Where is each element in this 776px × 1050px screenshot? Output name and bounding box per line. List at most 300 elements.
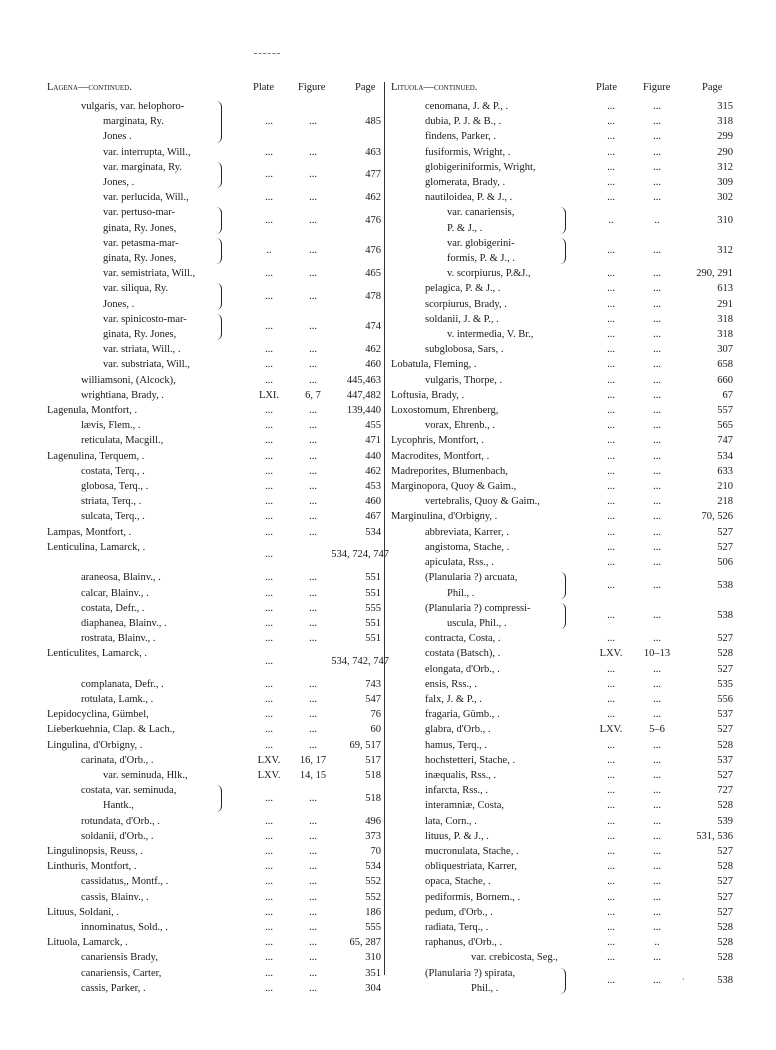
entry-page: 471	[365, 435, 381, 447]
entry-page: 218	[717, 496, 733, 508]
entry-page: 557	[717, 405, 733, 417]
entry-figure: ...	[653, 610, 661, 622]
entry-page: 538	[717, 975, 733, 987]
entry-plate: ...	[607, 496, 615, 508]
entry-plate: ...	[265, 526, 273, 538]
entry-page: 528	[717, 648, 733, 660]
index-entry	[47, 570, 381, 585]
entry-figure: ...	[309, 291, 317, 303]
entry-page: 534	[365, 861, 381, 873]
entry-line: ginata, Ry. Jones,	[103, 253, 177, 265]
entry-plate: ...	[265, 268, 273, 280]
entry-figure: ...	[653, 496, 661, 508]
entry-plate: ...	[265, 739, 273, 751]
brace-mark	[559, 603, 566, 629]
entry-line: vorax, Ehrenb., .	[425, 420, 495, 432]
entry-figure: ...	[309, 693, 317, 705]
entry-page: 527	[717, 526, 733, 538]
entry-figure: ...	[653, 769, 661, 781]
entry-plate: ...	[265, 587, 273, 599]
entry-figure: ...	[653, 633, 661, 645]
entry-line: formis, P. & J., .	[447, 253, 515, 265]
entry-page: 467	[365, 511, 381, 523]
entry-page: 539	[717, 815, 733, 827]
entry-page: 302	[717, 192, 733, 204]
entry-plate: ...	[607, 131, 615, 143]
left-col-page: Page	[355, 82, 376, 93]
index-entry	[47, 905, 381, 920]
entry-figure: 6, 7	[305, 389, 321, 401]
entry-plate: ...	[265, 450, 273, 462]
entry-plate: ...	[607, 906, 615, 918]
entry-page: 476	[365, 215, 381, 227]
entry-plate: ...	[265, 549, 273, 561]
entry-line: falx, J. & P., .	[425, 693, 482, 705]
entry-line: nautiloidea, P. & J., .	[425, 192, 513, 204]
index-entry	[391, 738, 733, 753]
entry-plate: ...	[607, 876, 615, 888]
entry-plate: LXV.	[257, 754, 281, 766]
index-entry	[47, 692, 381, 707]
entry-page: 555	[365, 921, 381, 933]
entry-plate: ...	[265, 891, 273, 903]
entry-page: 312	[717, 245, 733, 257]
entry-line: var. siliqua, Ry.	[103, 283, 169, 295]
entry-line: (Planularia ?) spirata,	[425, 967, 516, 979]
entry-line: lata, Corn., .	[425, 815, 477, 827]
entry-figure: ...	[309, 830, 317, 842]
index-entry	[391, 190, 733, 205]
entry-plate: ...	[265, 655, 273, 667]
entry-line: raphanus, d'Orb., .	[425, 937, 503, 949]
entry-plate: ...	[607, 298, 615, 310]
entry-plate: ...	[265, 465, 273, 477]
entry-plate: ...	[265, 481, 273, 493]
entry-page: 528	[717, 739, 733, 751]
entry-page: 534, 724, 747	[331, 549, 389, 561]
entry-plate: ...	[607, 678, 615, 690]
entry-figure: ...	[653, 845, 661, 857]
index-entry	[391, 373, 733, 388]
entry-page: 547	[365, 693, 381, 705]
index-entry	[47, 479, 381, 494]
entry-line: sulcata, Terq., .	[81, 511, 145, 523]
entry-figure: ...	[653, 739, 661, 751]
entry-plate: ...	[265, 572, 273, 584]
entry-page: 447,482	[346, 389, 381, 401]
entry-plate: ...	[607, 192, 615, 204]
entry-line: pelagica, P. & J., .	[425, 283, 501, 295]
entry-page: 535	[717, 678, 733, 690]
entry-figure: ...	[653, 526, 661, 538]
entry-line: scorpiurus, Brady, .	[425, 298, 507, 310]
entry-line: Lycophris, Montfort, .	[391, 435, 485, 447]
entry-line: canariensis, Carter,	[81, 967, 162, 979]
index-entry	[391, 297, 733, 312]
entry-line: costata, Terq., .	[81, 465, 145, 477]
entry-figure: ...	[309, 921, 317, 933]
entry-figure: ...	[309, 891, 317, 903]
entry-page: 453	[365, 481, 381, 493]
entry-figure: ...	[653, 557, 661, 569]
entry-line: ensis, Rss., .	[425, 678, 477, 690]
entry-line: (Planularia ?) compressi-	[425, 602, 531, 614]
entry-figure: ...	[309, 192, 317, 204]
entry-plate: ...	[607, 815, 615, 827]
entry-line: Lituus, Soldani, .	[47, 906, 120, 918]
entry-figure: ...	[309, 982, 317, 994]
entry-line: lituus, P. & J., .	[425, 830, 489, 842]
entry-plate: ...	[607, 101, 615, 112]
index-entry	[47, 890, 381, 905]
entry-figure: 14, 15	[299, 769, 327, 781]
entry-line: Lituola, Lamarck, .	[47, 937, 128, 949]
entry-page: 538	[717, 579, 733, 591]
brace-mark	[559, 238, 566, 264]
entry-line: carinata, d'Orb., .	[81, 754, 154, 766]
entry-plate: ...	[607, 405, 615, 417]
entry-plate: ...	[265, 116, 273, 128]
entry-line: var. marginata, Ry.	[103, 161, 182, 173]
index-entry	[47, 449, 381, 464]
index-entry	[391, 601, 733, 631]
entry-page: 477	[365, 169, 381, 181]
entry-plate: ...	[265, 982, 273, 994]
entry-figure: ...	[653, 389, 661, 401]
entry-page: 528	[717, 921, 733, 933]
entry-plate: ...	[607, 526, 615, 538]
entry-line: apiculata, Rss., .	[425, 557, 494, 569]
entry-figure: ...	[653, 465, 661, 477]
index-entry	[47, 722, 381, 737]
entry-line: Madreporites, Blumenbach,	[391, 465, 508, 477]
entry-page: 527	[717, 663, 733, 675]
left-entries	[47, 99, 389, 996]
index-entry	[47, 966, 381, 981]
entry-figure: ...	[309, 967, 317, 979]
entry-page: 565	[717, 420, 733, 432]
entry-line: P. & J., .	[447, 222, 483, 234]
entry-plate: ...	[607, 891, 615, 903]
left-running-title: Lagena—continued.	[47, 82, 132, 93]
entry-figure: ...	[309, 268, 317, 280]
entry-line: hochstetteri, Stache, .	[425, 754, 516, 766]
entry-plate: ...	[607, 389, 615, 401]
entry-page: 531, 536	[696, 830, 733, 842]
index-entry	[47, 373, 381, 388]
entry-line: araneosa, Blainv., .	[81, 572, 161, 584]
entry-figure: ...	[309, 450, 317, 462]
entry-figure: ...	[653, 709, 661, 721]
entry-page: 351	[365, 967, 381, 979]
entry-plate: ...	[265, 678, 273, 690]
entry-line: vertebralis, Quoy & Gaim.,	[425, 496, 540, 508]
entry-plate: ...	[265, 359, 273, 371]
entry-page: 613	[717, 283, 733, 295]
index-entry	[47, 281, 381, 311]
entry-plate: ...	[265, 321, 273, 333]
entry-page: 310	[365, 952, 381, 964]
entry-line: inæqualis, Rss., .	[425, 769, 497, 781]
entry-plate: ...	[607, 420, 615, 432]
entry-figure: ...	[653, 830, 661, 842]
entry-figure: ...	[653, 405, 661, 417]
entry-page: 460	[365, 496, 381, 508]
entry-page: 496	[365, 815, 381, 827]
entry-page: 291	[717, 298, 733, 310]
index-entry	[391, 920, 733, 935]
entry-page: 556	[717, 693, 733, 705]
entry-line: diaphanea, Blainv., .	[81, 617, 167, 629]
entry-line: pedum, d'Orb., .	[425, 906, 493, 918]
entry-figure: ...	[653, 800, 661, 812]
entry-page: 528	[717, 800, 733, 812]
index-entry	[391, 677, 733, 692]
entry-figure: ...	[653, 876, 661, 888]
entry-plate: ...	[607, 663, 615, 675]
index-entry	[391, 509, 733, 524]
brace-mark	[559, 207, 566, 233]
entry-figure: ...	[309, 724, 317, 736]
entry-figure: 5–6	[649, 724, 665, 736]
entry-plate: ...	[265, 435, 273, 447]
entry-plate: ...	[607, 845, 615, 857]
entry-page: 318	[717, 116, 733, 128]
index-entry	[47, 753, 381, 768]
entry-plate: ...	[607, 313, 615, 325]
entry-figure: ...	[653, 116, 661, 128]
entry-page: 67	[722, 389, 733, 401]
entry-page: 527	[717, 906, 733, 918]
index-entry	[391, 418, 733, 433]
entry-line: complanata, Defr., .	[81, 678, 164, 690]
entry-page: 69, 517	[349, 739, 381, 751]
entry-line: var. seminuda, Hlk.,	[103, 769, 188, 781]
index-entry	[47, 205, 381, 235]
entry-figure: ...	[309, 861, 317, 873]
entry-page: 527	[717, 845, 733, 857]
entry-line: Lagenulina, Terquem, .	[47, 450, 145, 462]
entry-page: 527	[717, 541, 733, 553]
entry-line: radiata, Terq., .	[425, 921, 489, 933]
entry-page: 527	[717, 724, 733, 736]
entry-page: 309	[717, 177, 733, 189]
entry-line: var. substriata, Will.,	[103, 359, 190, 371]
entry-line: var. interrupta, Will.,	[103, 146, 191, 158]
index-entry	[391, 175, 733, 190]
entry-figure: ...	[309, 496, 317, 508]
entry-plate: ...	[265, 876, 273, 888]
index-entry	[391, 646, 733, 661]
index-entry	[47, 342, 381, 357]
entry-page: 210	[717, 481, 733, 493]
entry-page: 65, 287	[349, 937, 381, 949]
right-header	[391, 82, 733, 99]
entry-line: var. striata, Will., .	[103, 344, 181, 356]
index-entry	[47, 236, 381, 266]
entry-plate: ...	[607, 579, 615, 591]
entry-plate: ...	[607, 511, 615, 523]
entry-page: 551	[365, 572, 381, 584]
entry-figure: ...	[309, 709, 317, 721]
entry-figure: ...	[653, 906, 661, 918]
top-rule-mark	[254, 53, 280, 54]
entry-page: 552	[365, 876, 381, 888]
index-entry	[47, 160, 381, 190]
entry-page: 537	[717, 754, 733, 766]
brace-mark	[215, 207, 222, 233]
entry-page: 633	[717, 465, 733, 477]
entry-plate: ...	[607, 374, 615, 386]
index-entry	[391, 662, 733, 677]
entry-page: 445,463	[346, 374, 381, 386]
index-entry	[391, 327, 733, 342]
brace-mark	[215, 314, 222, 340]
entry-line: Phil., .	[471, 982, 499, 994]
entry-figure: ...	[309, 420, 317, 432]
entry-plate: ...	[607, 177, 615, 189]
entry-plate: ...	[607, 283, 615, 295]
entry-line: globosa, Terq., .	[81, 481, 149, 493]
entry-plate: ...	[607, 800, 615, 812]
entry-line: v. intermedia, V. Br.,	[447, 329, 534, 341]
entry-line: obliquestriata, Karrer,	[425, 861, 517, 873]
index-entry	[391, 205, 733, 235]
entry-figure: ...	[653, 975, 661, 987]
entry-figure: ...	[309, 359, 317, 371]
entry-plate: LXI.	[258, 389, 280, 401]
entry-figure: ...	[653, 101, 661, 112]
index-entry	[47, 814, 381, 829]
index-entry	[391, 114, 733, 129]
entry-page: 527	[717, 876, 733, 888]
entry-line: var. spinicosto-mar-	[103, 313, 187, 325]
entry-figure: ...	[653, 359, 661, 371]
entry-figure: ...	[309, 146, 317, 158]
entry-page: 555	[365, 602, 381, 614]
entry-figure: ...	[653, 678, 661, 690]
entry-figure: ...	[653, 298, 661, 310]
index-entry	[47, 707, 381, 722]
entry-line: Phil., .	[447, 587, 475, 599]
entry-plate: ...	[265, 792, 273, 804]
entry-plate: ...	[265, 906, 273, 918]
entry-figure: ...	[653, 329, 661, 341]
index-entry	[391, 266, 733, 281]
entry-line: Lingulinopsis, Reuss, .	[47, 845, 143, 857]
entry-figure: ...	[653, 891, 661, 903]
entry-plate: ...	[265, 420, 273, 432]
entry-page: 527	[717, 891, 733, 903]
entry-line: wrightiana, Brady, .	[81, 389, 165, 401]
index-entry	[47, 525, 381, 540]
entry-plate: ...	[265, 146, 273, 158]
index-entry	[391, 753, 733, 768]
entry-page: 139,440	[346, 405, 381, 417]
entry-page: 658	[717, 359, 733, 371]
index-entry	[391, 312, 733, 327]
index-entry	[47, 145, 381, 160]
entry-line: Hantk.,	[103, 800, 134, 812]
entry-figure: ...	[653, 131, 661, 143]
index-entry	[47, 388, 381, 403]
entry-page: 551	[365, 617, 381, 629]
entry-line: rotulata, Lamk., .	[81, 693, 154, 705]
entry-figure: ...	[309, 792, 317, 804]
entry-page: 534, 742, 747	[331, 655, 389, 667]
right-col-page: Page	[702, 82, 723, 93]
entry-page: 76	[370, 709, 381, 721]
index-entry	[391, 859, 733, 874]
entry-figure: ...	[653, 952, 661, 964]
entry-line: cassis, Blainv., .	[81, 891, 149, 903]
entry-page: 315	[717, 101, 733, 112]
entry-figure: ...	[653, 374, 661, 386]
brace-mark	[215, 162, 222, 188]
entry-figure: ...	[653, 579, 661, 591]
entry-line: uscula, Phil., .	[447, 617, 507, 629]
entry-plate: ...	[607, 952, 615, 964]
index-entry	[47, 312, 381, 342]
entry-figure: ...	[653, 754, 661, 766]
entry-line: cassis, Parker, .	[81, 982, 146, 994]
index-entry	[47, 920, 381, 935]
entry-plate: ...	[607, 116, 615, 128]
index-entry	[47, 874, 381, 889]
entry-line: fragaria, Gümb., .	[425, 709, 500, 721]
entry-line: rostrata, Blainv., .	[81, 633, 156, 645]
entry-line: Lobatula, Fleming, .	[391, 359, 477, 371]
entry-figure: ...	[653, 450, 661, 462]
entry-line: cenomana, J. & P., .	[425, 101, 509, 112]
entry-line: var. perlucida, Will.,	[103, 192, 189, 204]
entry-plate: ...	[265, 169, 273, 181]
right-col-plate: Plate	[596, 82, 617, 93]
entry-figure: ...	[309, 215, 317, 227]
index-entry	[391, 844, 733, 859]
entry-page: 373	[365, 830, 381, 842]
index-entry	[391, 890, 733, 905]
entry-figure: ...	[309, 587, 317, 599]
entry-figure: ...	[309, 876, 317, 888]
index-entry	[47, 99, 381, 145]
index-entry	[47, 403, 381, 418]
index-entry	[47, 433, 381, 448]
entry-plate: ...	[607, 785, 615, 797]
entry-line: Lingulina, d'Orbigny, .	[47, 739, 143, 751]
entry-plate: ...	[607, 975, 615, 987]
brace-mark	[215, 238, 222, 264]
entry-line: Macrodites, Montfort, .	[391, 450, 490, 462]
index-entry	[47, 464, 381, 479]
entry-page: 290	[717, 146, 733, 158]
entry-line: var. petasma-mar-	[103, 237, 179, 249]
entry-line: costata (Batsch), .	[425, 648, 501, 660]
right-running-title: Lituola—continued.	[391, 82, 478, 93]
entry-figure: ...	[309, 321, 317, 333]
entry-line: canariensis Brady,	[81, 952, 158, 964]
entry-line: glomerata, Brady, .	[425, 177, 506, 189]
entry-page: 440	[365, 450, 381, 462]
entry-line: Lenticulina, Lamarck, .	[47, 541, 146, 553]
entry-plate: ...	[607, 557, 615, 569]
left-col-figure: Figure	[298, 82, 326, 93]
entry-line: Marginulina, d'Orbigny, .	[391, 511, 498, 523]
entry-plate: ...	[607, 921, 615, 933]
entry-plate: ...	[607, 268, 615, 280]
entry-line: var. canariensis,	[447, 207, 515, 219]
entry-figure: ...	[309, 952, 317, 964]
